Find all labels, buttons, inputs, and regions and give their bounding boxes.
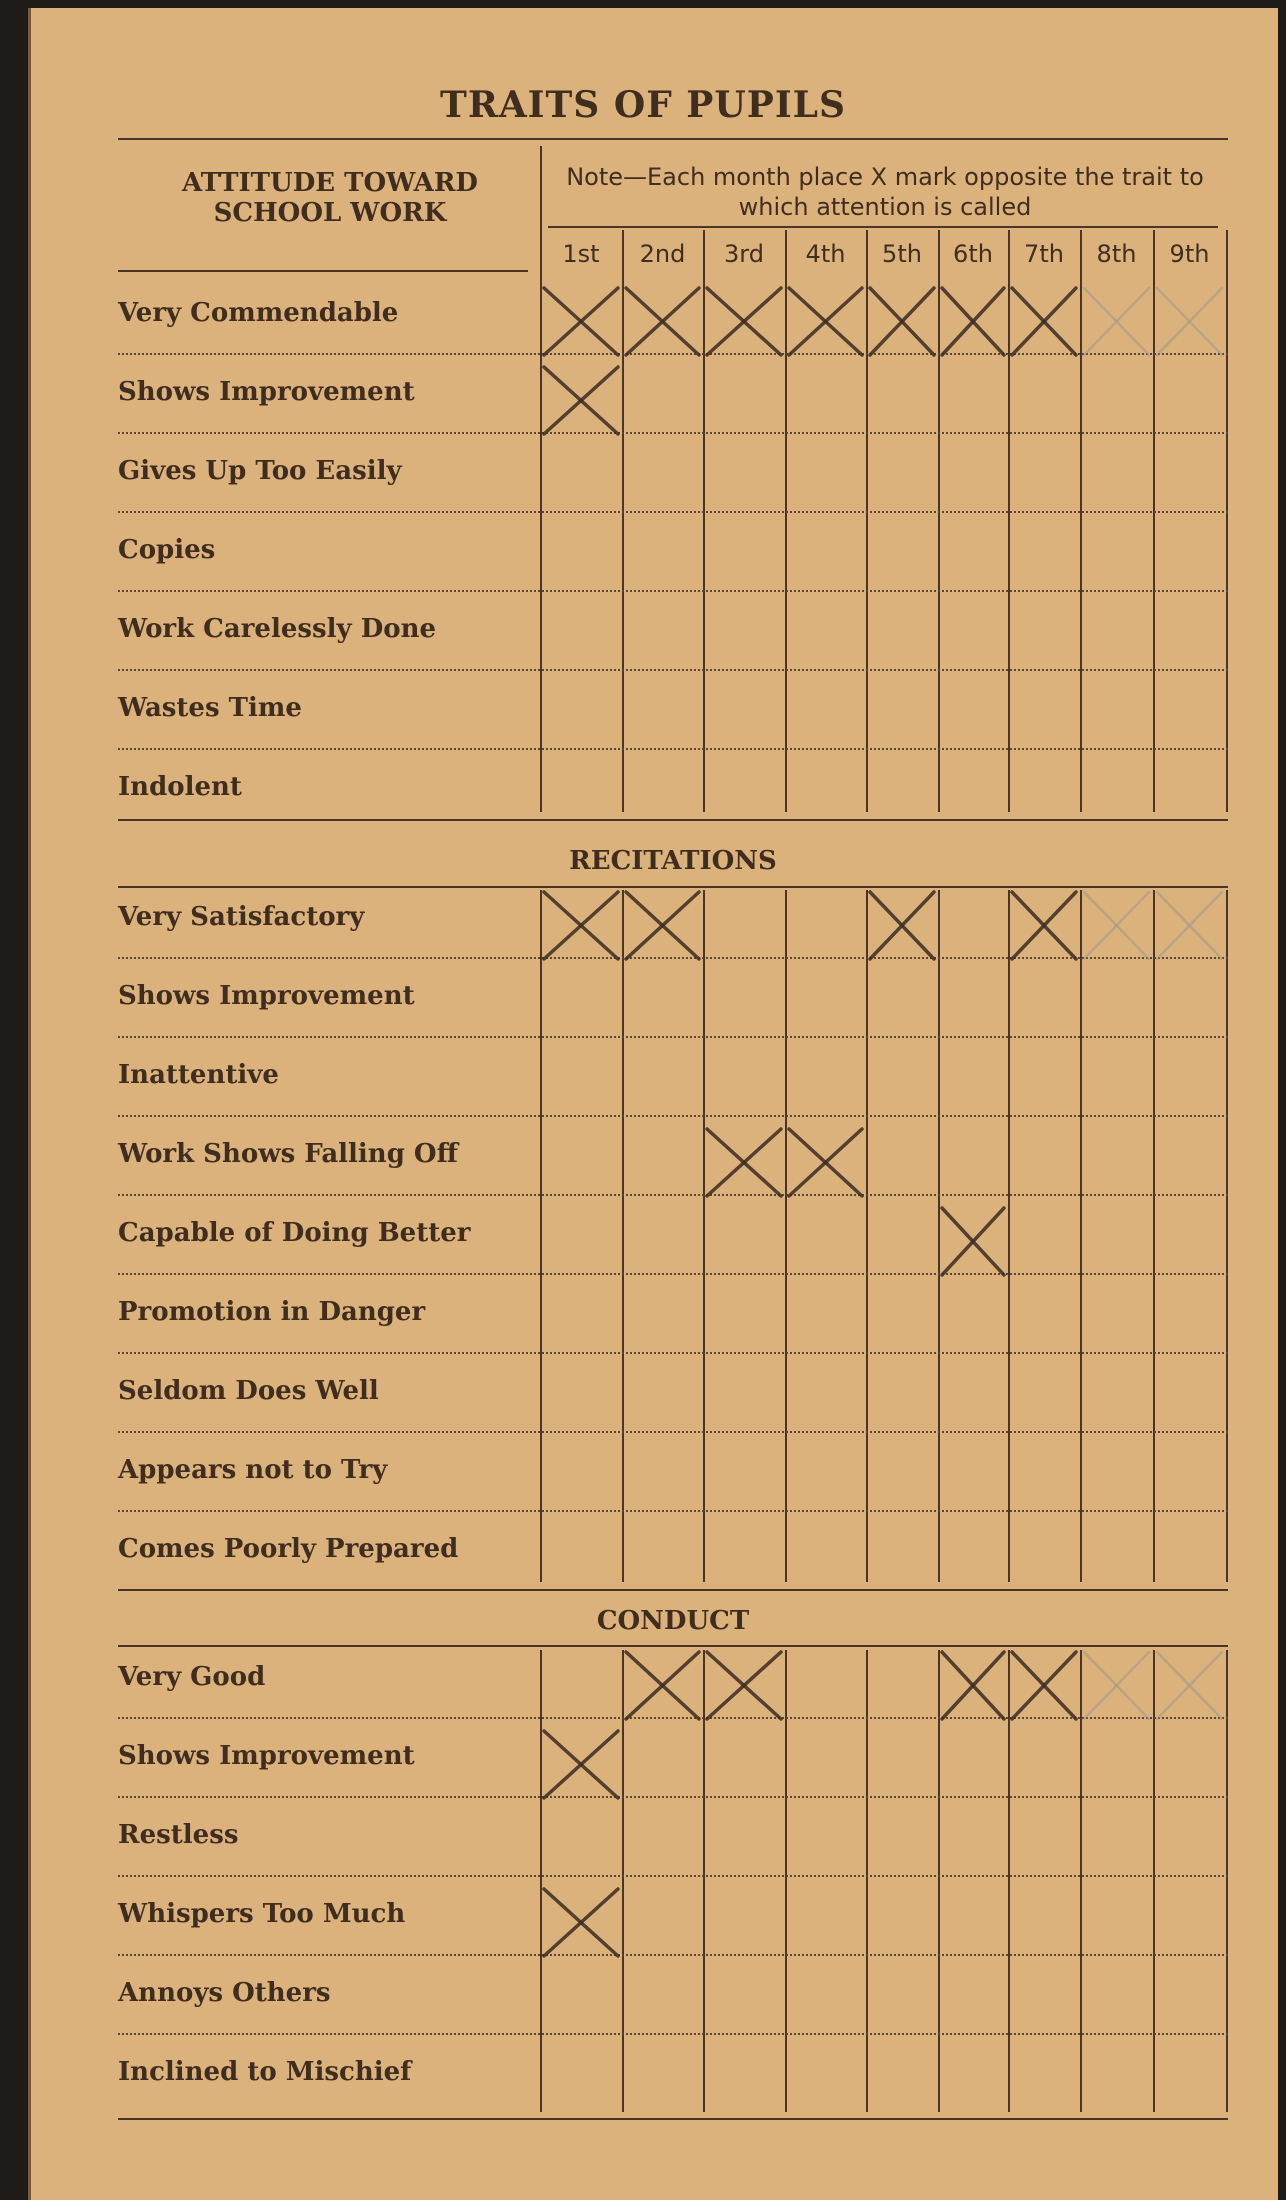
x-mark — [544, 367, 618, 434]
trait-label: Shows Improvement — [118, 1741, 415, 1771]
trait-label: Seldom Does Well — [118, 1376, 379, 1406]
x-mark — [1012, 892, 1076, 959]
x-mark — [626, 288, 699, 355]
x-mark — [1012, 288, 1076, 355]
x-mark — [1157, 892, 1222, 959]
trait-label: Work Carelessly Done — [118, 614, 437, 644]
x-mark — [942, 288, 1004, 355]
section-heading-attitude: ATTITUDE TOWARD SCHOOL WORK — [182, 168, 478, 228]
x-mark — [942, 1652, 1004, 1719]
month-label-6th: 6th — [953, 240, 993, 268]
trait-label: Shows Improvement — [118, 377, 415, 407]
x-mark — [942, 1208, 1004, 1275]
month-label-7th: 7th — [1024, 240, 1064, 268]
trait-label: Shows Improvement — [118, 981, 415, 1011]
x-mark — [544, 288, 618, 355]
x-mark — [707, 1652, 781, 1719]
month-label-9th: 9th — [1169, 240, 1210, 268]
trait-label: Gives Up Too Easily — [118, 456, 402, 486]
x-mark — [789, 1129, 862, 1196]
trait-label: Comes Poorly Prepared — [118, 1534, 459, 1564]
trait-label: Annoys Others — [118, 1978, 331, 2008]
x-mark — [870, 288, 934, 355]
x-mark — [789, 288, 862, 355]
trait-label: Very Good — [118, 1662, 266, 1692]
trait-label: Work Shows Falling Off — [118, 1139, 458, 1169]
x-mark — [870, 892, 934, 959]
month-label-3rd: 3rd — [724, 240, 764, 268]
trait-label: Wastes Time — [118, 693, 302, 723]
trait-label: Restless — [118, 1820, 239, 1850]
month-label-8th: 8th — [1096, 240, 1137, 268]
trait-label: Whispers Too Much — [118, 1899, 406, 1929]
trait-label: Appears not to Try — [118, 1455, 388, 1485]
trait-label: Copies — [118, 535, 216, 565]
x-mark — [1157, 1652, 1222, 1719]
x-mark — [707, 288, 781, 355]
x-mark — [1157, 288, 1222, 355]
trait-label: Very Satisfactory — [118, 902, 365, 932]
x-mark — [707, 1129, 781, 1196]
trait-label: Capable of Doing Better — [118, 1218, 471, 1248]
x-mark — [1084, 892, 1149, 959]
section-heading-recitations: RECITATIONS — [569, 846, 777, 876]
month-label-5th: 5th — [882, 240, 922, 268]
trait-label: Inattentive — [118, 1060, 279, 1090]
x-mark — [1084, 288, 1149, 355]
trait-label: Indolent — [118, 772, 242, 802]
trait-label: Promotion in Danger — [118, 1297, 426, 1327]
x-mark — [544, 1731, 618, 1798]
month-label-1st: 1st — [562, 240, 600, 268]
x-mark — [626, 1652, 699, 1719]
x-mark — [544, 892, 618, 959]
instructions-note: Note—Each month place X mark opposite the trait to which attention is called — [566, 163, 1204, 221]
month-label-2nd: 2nd — [639, 240, 686, 268]
trait-label: Very Commendable — [118, 298, 399, 328]
x-mark — [544, 1889, 618, 1956]
page-title: TRAITS OF PUPILS — [440, 84, 846, 126]
section-heading-conduct: CONDUCT — [596, 1606, 750, 1636]
trait-label: Inclined to Mischief — [118, 2057, 412, 2087]
x-mark — [1012, 1652, 1076, 1719]
month-label-4th: 4th — [805, 240, 846, 268]
x-mark — [626, 892, 699, 959]
x-mark — [1084, 1652, 1149, 1719]
